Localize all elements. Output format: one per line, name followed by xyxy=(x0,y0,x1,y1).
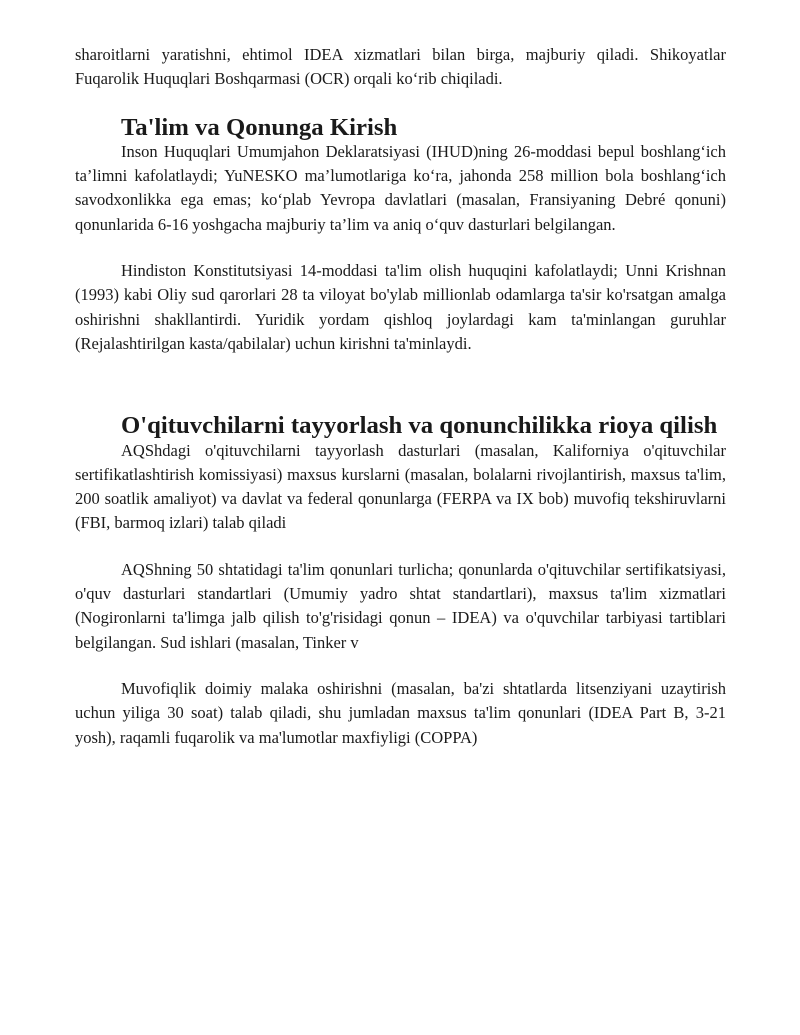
spacer xyxy=(75,536,726,558)
section-heading-education-law: Ta'lim va Qonunga Kirish xyxy=(121,113,398,141)
section2-paragraph-3: Muvofiqlik doimiy malaka oshirishni (masalan, ba'zi shtatlarda litsenziyani uzaytirish uchun yiliga 30 soat) talab qiladi, shu jumladan maxsus ta'lim qonunlari (IDEA Part B, 3-21 yosh), raqamli fuqarolik va ma'lumotlar maxfiyligi (COPPA) xyxy=(75,678,726,747)
section2-paragraph-2: AQShning 50 shtatidagi ta'lim qonunlari turlicha; qonunlarda o'qituvchilar sertifikatsiyasi, o'quv dasturlari standartlari (Umumiy yadro shtat standartlari), maxsus ta'lim xizmatlari (Nogironlarni ta'limga jalb qilish to'g'risidagi qonun – IDEA) va o'quvchilar tarbiyasi tartiblari belgilangan. Sud ishlari (masalan, Tinker v xyxy=(75,559,726,652)
section2-paragraph-1: AQShdagi o'qituvchilarni tayyorlash dasturlari (masalan, Kaliforniya o'qituvchilar sertifikatlashtirish komissiyasi) maxsus kurslarni (masalan, bolalarni rivojlantirish, maxsus ta'lim, 200 soatlik amaliyot) va davlat va federal qonunlarga (FERPA va IX bob) muvofiq tekshiruvlarni (FBI, barmoq izlari) talab qiladi xyxy=(75,440,726,533)
document-page xyxy=(75,43,726,750)
spacer xyxy=(75,237,726,259)
section-heading-teacher-training: O'qituvchilarni tayyorlash va qonunchilikka rioya qilish xyxy=(121,412,718,440)
spacer xyxy=(75,92,726,116)
section1-paragraph-2: Hindiston Konstitutsiyasi 14-moddasi ta'lim olish huquqini kafolatlaydi; Unni Krishnan (1993) kabi Oliy sud qarorlari 28 ta viloyat bo'ylab millionlab odamlarga ta'sir ko'rsatgan amalga oshirishni shakllantirdi. Yuridik yordam qishloq joylardagi kam ta'minlangan guruhlar (Rejalashtirilgan kasta/qabilalar) uchun kirishni ta'minlaydi. xyxy=(75,261,726,353)
intro-paragraph: sharoitlarni yaratishni, ehtimol IDEA xizmatlari bilan birga, majburiy qiladi. Shikoyatlar Fuqarolik Huquqlari Boshqarmasi (OCR) orqali ko‘rib chiqiladi. xyxy=(75,45,726,89)
spacer xyxy=(75,356,726,414)
spacer xyxy=(75,655,726,677)
section1-paragraph-1: Inson Huquqlari Umumjahon Deklaratsiyasi (IHUD)ning 26-moddasi bepul boshlang‘ich ta’limni kafolatlaydi; YuNESKO ma’lumotlariga ko‘ra, jahonda 258 million bola boshlang‘ich savodxonlikka ega emas; ko‘plab Yevropa davlatlari (masalan, Fransiyaning Debré qonuni) qonunlarida 6-16 yoshgacha majburiy ta’lim va aniq o‘quv dasturlari belgilangan. xyxy=(75,141,726,234)
